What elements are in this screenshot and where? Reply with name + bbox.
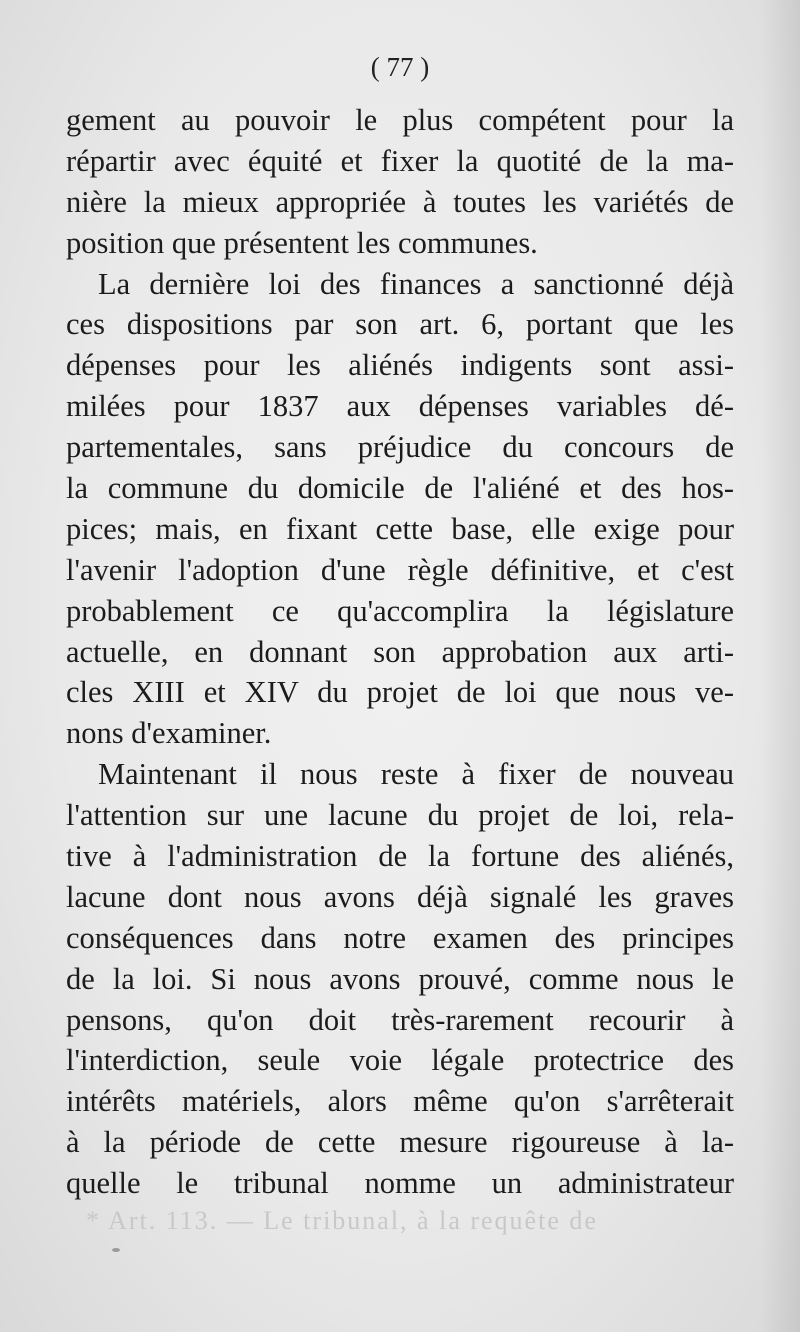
text-line: probablement ce qu'accomplira la législature [66, 593, 734, 628]
text-line: nons d'examiner. [66, 716, 272, 751]
text-line: intérêts matériels, alors même qu'on s'arrêterait [66, 1084, 734, 1119]
body-text [66, 100, 734, 1204]
text-line: répartir avec équité et fixer la quotité de la ma- [66, 143, 734, 178]
text-line: cles XIII et XIV du projet de loi que nous ve- [66, 675, 734, 710]
text-line: gement au pouvoir le plus compétent pour la [66, 103, 734, 137]
text-line: position que présentent les communes. [66, 225, 538, 260]
ink-speck [112, 1248, 120, 1252]
text-line: l'attention sur une lacune du projet de loi, rela- [66, 798, 734, 833]
text-line: la commune du domicile de l'aliéné et des hos- [66, 471, 734, 506]
text-line: milées pour 1837 aux dépenses variables dé- [66, 389, 734, 424]
text-line: actuelle, en donnant son approbation aux arti- [66, 634, 734, 669]
text-line: dépenses pour les aliénés indigents sont assi- [66, 348, 734, 383]
text-line: l'interdiction, seule voie légale protectrice des [66, 1043, 734, 1078]
text-line: La dernière loi des finances a sanctionné déjà [98, 266, 734, 301]
text-line: Maintenant il nous reste à fixer de nouveau [98, 757, 734, 792]
text-line: l'avenir l'adoption d'une règle définitive, et c'est [66, 552, 734, 587]
text-line: tive à l'administration de la fortune des aliénés, [66, 839, 734, 874]
text-line: lacune dont nous avons déjà signalé les graves [66, 879, 734, 914]
text-line: à la période de cette mesure rigoureuse à la- [66, 1125, 734, 1160]
text-line: quelle le tribunal nomme un administrateur [66, 1166, 734, 1201]
text-line: conséquences dans notre examen des principes [66, 920, 734, 955]
text-line: de la loi. Si nous avons prouvé, comme nous le [66, 961, 734, 996]
text-line: ces dispositions par son art. 6, portant que les [66, 307, 734, 342]
text-line: pices; mais, en fixant cette base, elle exige pour [66, 511, 734, 546]
text-line: nière la mieux appropriée à toutes les variétés de [66, 184, 734, 219]
page-number: ( 77 ) [370, 52, 430, 82]
page-edge-shadow [760, 0, 800, 1332]
text-line: partementales, sans préjudice du concours de [66, 430, 734, 465]
text-line: pensons, qu'on doit très-rarement recourir à [66, 1002, 734, 1037]
bleed-through-footnote: * Art. 113. — Le tribunal, à la requête de [86, 1206, 598, 1235]
